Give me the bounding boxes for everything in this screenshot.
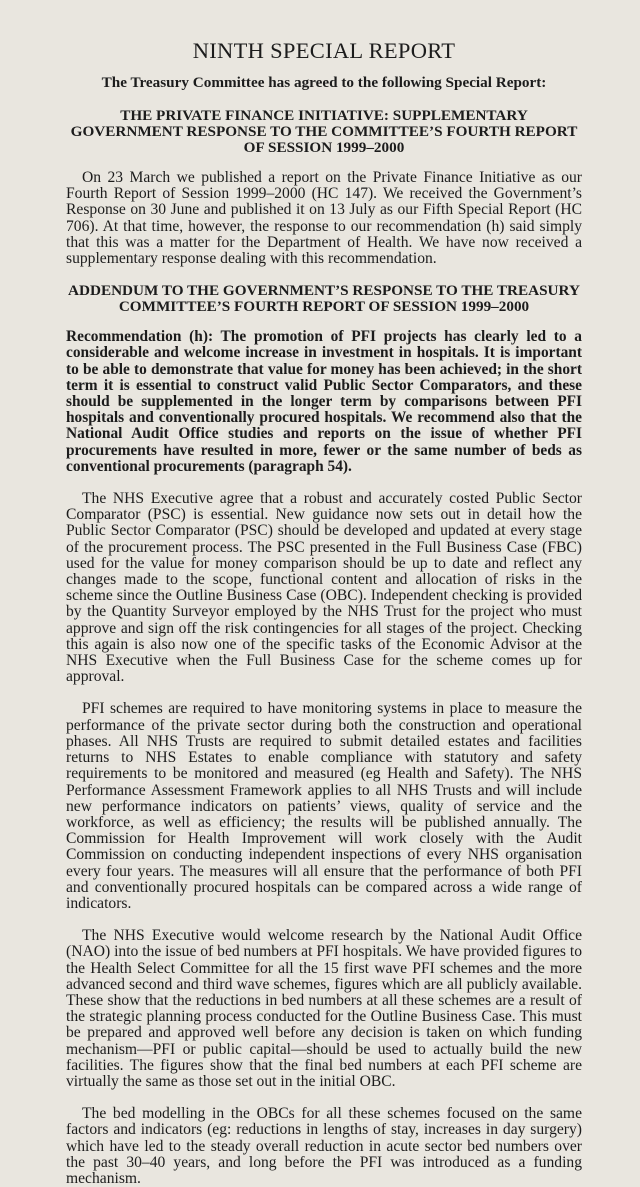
paragraph-4: The NHS Executive would welcome research by the National Audit Office (NAO) into the issue of bed numbers at PFI hospitals. We have provided figures to the Health Select Committee for all the 15 first wave PFI schemes and the more advanced second and third wave schemes, figures which are all publicly available. These show that the reductions in bed numbers at all these schemes are a result of the strategic planning process conducted for the Outline Business Case. This must be prepared and approved well before any decision is taken on which funding mechanism—PFI or public capital—should be used to actually build the new facilities. The figures show that the final bed numbers at each PFI scheme are virtually the same as those set out in the initial OBC. <box>66 927 582 1090</box>
paragraph-3: PFI schemes are required to have monitoring systems in place to measure the performance of the private sector during both the construction and operational phases. All NHS Trusts are required to submit detailed estates and facilities returns to NHS Estates to enable compliance with statutory and safety requirements to be monitored and measured (eg Health and Safety). The NHS Performance Assessment Framework applies to all NHS Trusts and will include new performance indicators on patients’ views, quality of service and the workforce, as well as efficiency; the results will be published annually. The Commission for Health Improvement will work closely with the Audit Commission on conducting independent inspections of every NHS organisation every four years. The measures will all ensure that the performance of both PFI and conventionally procured hospitals can be compared across a wide range of indicators. <box>66 700 582 912</box>
recommendation-paragraph: Recommendation (h): The promotion of PFI projects has clearly led to a considerable and welcome increase in investment in hospitals. It is important to be able to demonstrate that value for money has been achieved; in the short term it is essential to construct valid Public Sector Comparators, and these should be supplemented in the longer term by comparisons between PFI hospitals and conventionally procured hospitals. We recommend also that the National Audit Office studies and reports on the issue of whether PFI procurements have resulted in more, fewer or the same number of beds as conventional procurements (paragraph 54). <box>66 328 582 475</box>
paragraph-2: The NHS Executive agree that a robust and accurately costed Public Sector Comparator (PSC) is essential. New guidance now sets out in detail how the Public Sector Comparator (PSC) should be developed and updated at every stage of the procurement process. The PSC presented in the Full Business Case (FBC) used for the value for money comparison should be up to date and reflect any changes made to the scope, functional content and allocation of risks in the scheme since the Outline Business Case (OBC). Independent checking is provided by the Quantity Surveyor employed by the NHS Trust for the project who must approve and sign off the risk contingencies for all stages of the project. Checking this again is also now one of the specific tasks of the Economic Advisor at the NHS Executive when the Full Business Case for the scheme comes up for approval. <box>66 490 582 686</box>
paragraph-5: The bed modelling in the OBCs for all these schemes focused on the same factors and indicators (eg: reductions in lengths of stay, increases in day surgery) which have led to the steady overall reduction in acute sector bed numbers over the past 30–40 years, and long before the PFI was introduced as a funding mechanism. <box>66 1105 582 1187</box>
paragraph-1: On 23 March we published a report on the Private Finance Initiative as our Fourth Report of Session 1999–2000 (HC 147). We received the Government’s Response on 30 June and published it on 13 July as our Fifth Special Report (HC 706). At that time, however, the response to our recommendation (h) said simply that this was a matter for the Department of Health. We have now received a supplementary response dealing with this recommendation. <box>66 169 582 268</box>
intro-line: The Treasury Committee has agreed to the following Special Report: <box>101 74 547 91</box>
report-title: NINTH SPECIAL REPORT <box>192 38 456 63</box>
section-heading-2: ADDENDUM TO THE GOVERNMENT’S RESPONSE TO THE TREASURY COMMITTEE’S FOURTH REPORT OF SESSION 1999–2000 <box>68 282 580 316</box>
section-heading-1: THE PRIVATE FINANCE INITIATIVE: SUPPLEMENTARY GOVERNMENT RESPONSE TO THE COMMITTEE’S FOURTH REPORT OF SESSION 1999–2000 <box>70 107 578 156</box>
